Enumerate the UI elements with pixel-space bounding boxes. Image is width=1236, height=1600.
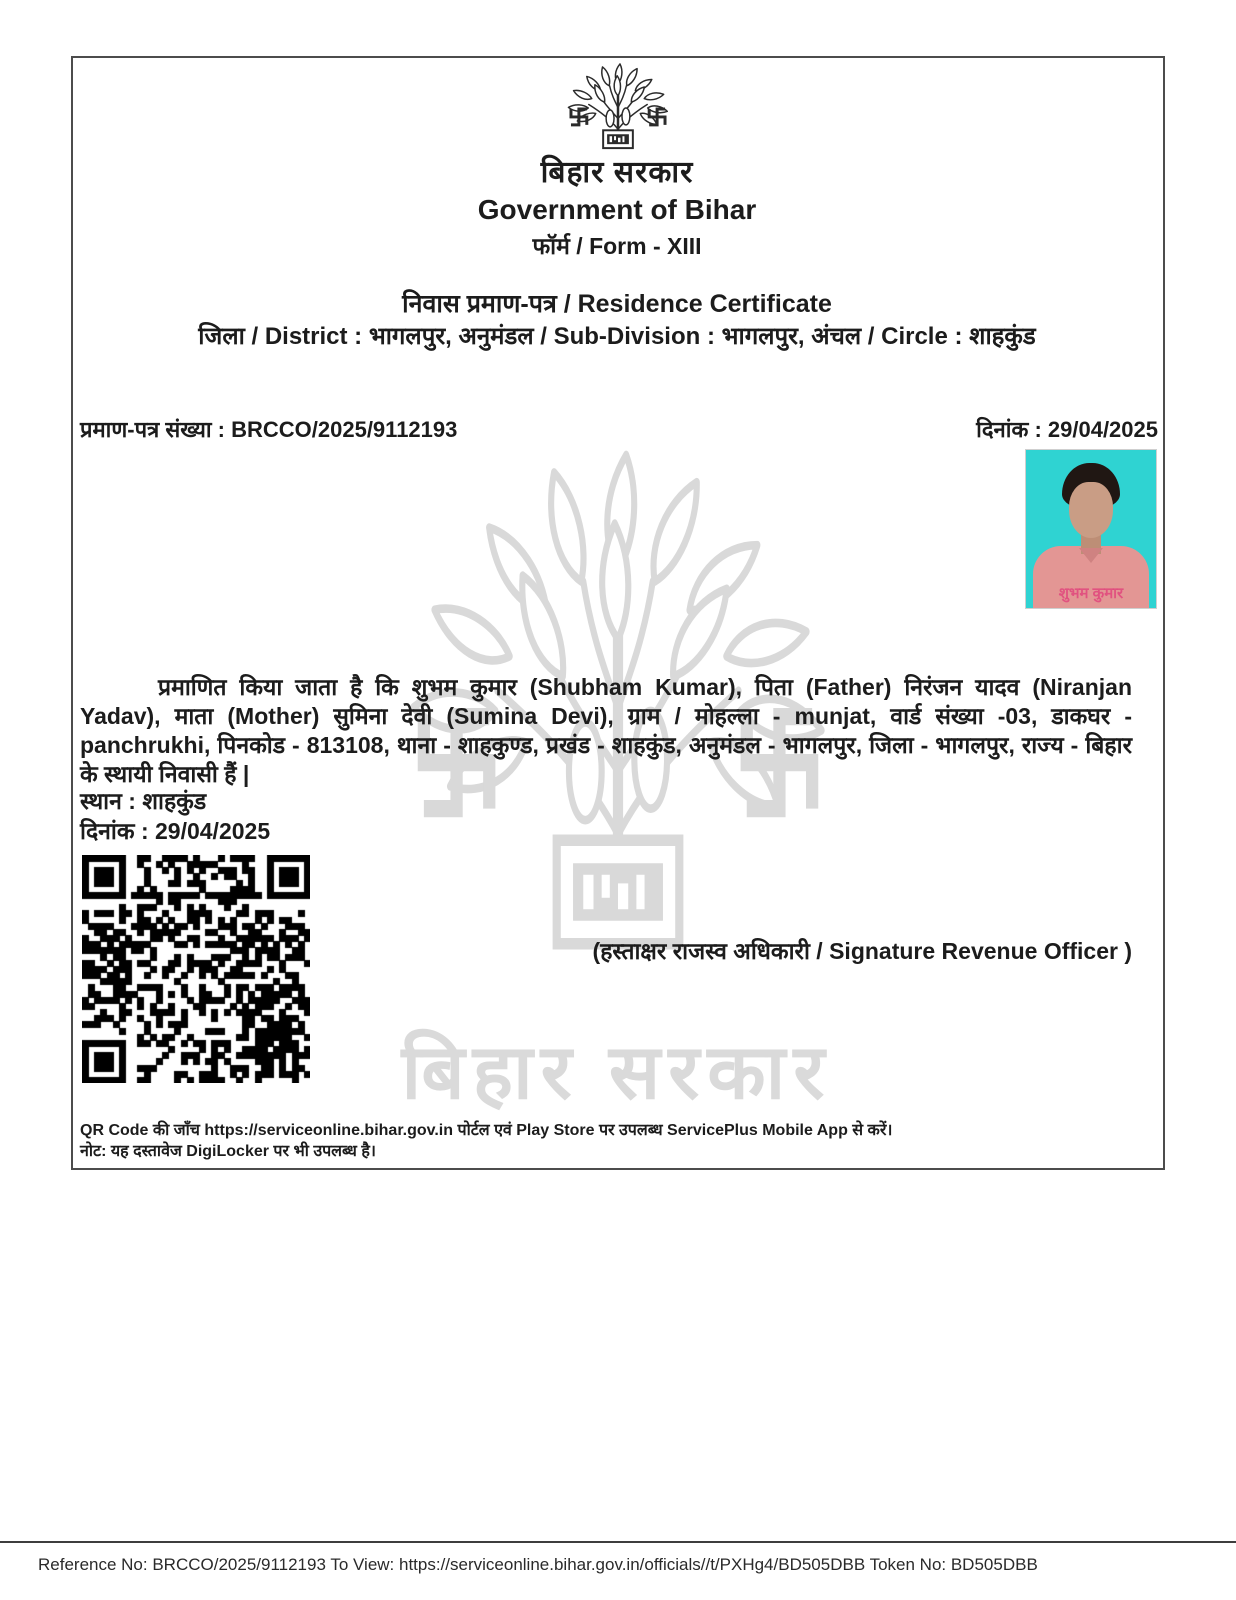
certificate-meta-row — [80, 414, 1158, 444]
issue-date: दिनांक : 29/04/2025 — [80, 818, 271, 844]
bihar-government-emblem-icon — [561, 60, 675, 159]
issue-place: स्थान : शाहकुंड — [80, 788, 207, 814]
form-number: फॉर्म / Form - XIII — [532, 233, 702, 259]
document-title: निवास प्रमाण-पत्र / Residence Certificate — [402, 290, 832, 318]
certificate-body-paragraph: प्रमाणित किया जाता है कि शुभम कुमार (Shubham Kumar), पिता (Father) निरंजन यादव (Niranjan Yadav), माता (Mother) सुमिना देवी (Sumina Devi), ग्राम / मोहल्ला - munjat, वार्ड संख्या -03, डाकघर - panchrukhi, पिनकोड - 813108, थाना - शाहकुण्ड, प्रखंड - शाहकुंड, अनुमंडल - भागलपुर, जिला - भागलपुर, राज्य - बिहार के स्थायी निवासी हैं | — [80, 674, 1132, 787]
applicant-photo — [1026, 450, 1156, 608]
footer-reference-line: Reference No: BRCCO/2025/9112193 To View: https://serviceonline.bihar.gov.in/officials//t/PXHg4/BD505DBB Token No: BD505DBB — [38, 1555, 1038, 1574]
watermark-text: बिहार सरकार — [401, 1030, 833, 1115]
footer-divider — [0, 1541, 1236, 1543]
qr-verification-note — [80, 1120, 892, 1162]
verification-qr-code — [82, 855, 310, 1083]
signature-revenue-officer-label: (हस्ताक्षर राजस्व अधिकारी / Signature Revenue Officer ) — [592, 938, 1132, 964]
qr-note-line2: नोट: यह दस्तावेज DigiLocker पर भी उपलब्ध है। — [80, 1143, 376, 1160]
certificate-number: प्रमाण-पत्र संख्या : BRCCO/2025/9112193 — [80, 417, 458, 442]
district-subdivision-circle-line: जिला / District : भागलपुर, अनुमंडल / Sub-Division : भागलपुर, अंचल / Circle : शाहकुंड — [198, 323, 1036, 350]
qr-note-line1: QR Code की जाँच https://serviceonline.bihar.gov.in पोर्टल एवं Play Store पर उपलब्ध ServicePlus Mobile App से करें। — [80, 1122, 893, 1139]
certificate-date: दिनांक : 29/04/2025 — [976, 417, 1158, 442]
government-name-hindi: बिहार सरकार — [540, 156, 694, 189]
photo-face — [1069, 482, 1113, 538]
government-name-english: Government of Bihar — [477, 194, 757, 225]
photo-name-overlay: शुभम कुमार — [1058, 585, 1124, 602]
